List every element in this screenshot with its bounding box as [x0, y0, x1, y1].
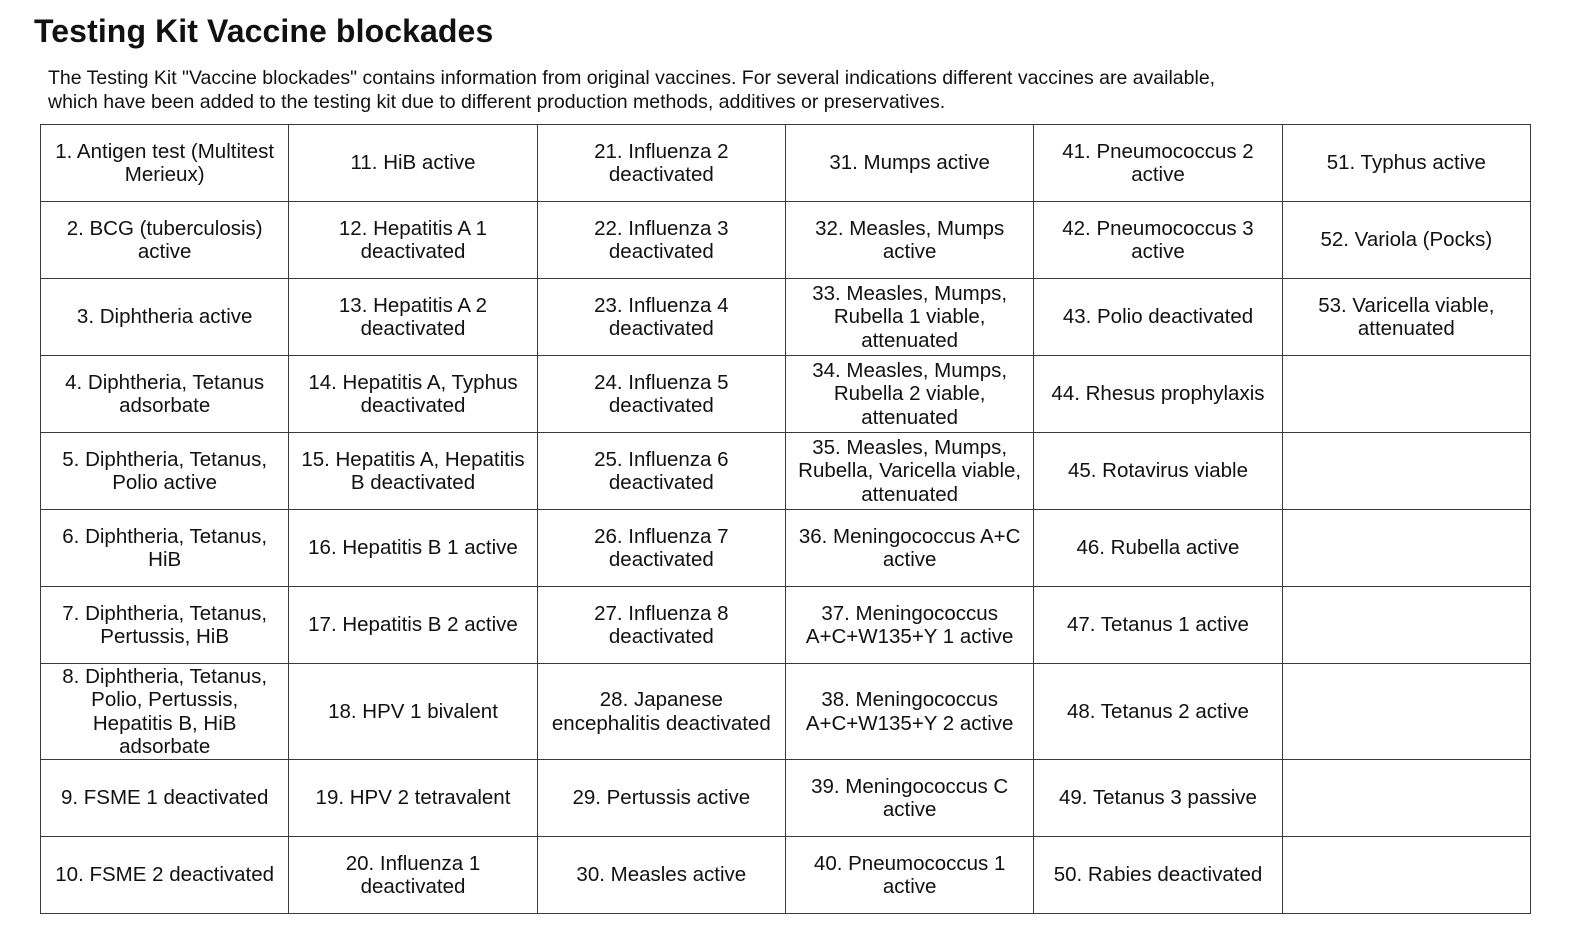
- table-cell: 34. Measles, Mumps, Rubella 2 viable, attenuated: [785, 356, 1033, 433]
- page-title: Testing Kit Vaccine blockades: [34, 13, 494, 49]
- table-cell: 32. Measles, Mumps active: [785, 202, 1033, 279]
- table-cell: 22. Influenza 3 deactivated: [537, 202, 785, 279]
- table-cell: 20. Influenza 1 deactivated: [289, 837, 537, 914]
- table-cell: 11. HiB active: [289, 125, 537, 202]
- table-row: [41, 202, 1531, 279]
- table-cell: 12. Hepatitis A 1 deactivated: [289, 202, 537, 279]
- table-row: [41, 760, 1531, 837]
- vaccine-table: [40, 124, 1531, 914]
- table-cell: 42. Pneumococcus 3 active: [1034, 202, 1282, 279]
- table-cell: 19. HPV 2 tetravalent: [289, 760, 537, 837]
- table-cell: 17. Hepatitis B 2 active: [289, 587, 537, 664]
- table-cell: 48. Tetanus 2 active: [1034, 664, 1282, 760]
- table-cell: 23. Influenza 4 deactivated: [537, 279, 785, 356]
- table-cell: 16. Hepatitis B 1 active: [289, 510, 537, 587]
- table-cell: 27. Influenza 8 deactivated: [537, 587, 785, 664]
- table-cell: 10. FSME 2 deactivated: [41, 837, 289, 914]
- table-cell: 9. FSME 1 deactivated: [41, 760, 289, 837]
- table-row: [41, 510, 1531, 587]
- table-cell: 4. Diphtheria, Tetanus adsorbate: [41, 356, 289, 433]
- table-cell: 47. Tetanus 1 active: [1034, 587, 1282, 664]
- table-cell: 30. Measles active: [537, 837, 785, 914]
- table-cell: 33. Measles, Mumps, Rubella 1 viable, attenuated: [785, 279, 1033, 356]
- table-row: [41, 837, 1531, 914]
- table-cell: 31. Mumps active: [785, 125, 1033, 202]
- table-cell-empty: [1282, 837, 1530, 914]
- table-cell-empty: [1282, 664, 1530, 760]
- table-row: [41, 356, 1531, 433]
- table-cell: 15. Hepatitis A, Hepatitis B deactivated: [289, 433, 537, 510]
- table-cell: 28. Japanese encephalitis deactivated: [537, 664, 785, 760]
- table-cell: 43. Polio deactivated: [1034, 279, 1282, 356]
- table-cell: 1. Antigen test (Multitest Merieux): [41, 125, 289, 202]
- intro-line: The Testing Kit "Vaccine blockades" contains information from original vaccines. For several indications different vaccines are available,: [48, 67, 1216, 89]
- table-cell: 2. BCG (tuberculosis) active: [41, 202, 289, 279]
- table-cell: 40. Pneumococcus 1 active: [785, 837, 1033, 914]
- table-cell: 46. Rubella active: [1034, 510, 1282, 587]
- table-cell: 44. Rhesus prophylaxis: [1034, 356, 1282, 433]
- table-cell: 53. Varicella viable, attenuated: [1282, 279, 1530, 356]
- table-cell: 36. Meningococcus A+C active: [785, 510, 1033, 587]
- table-cell-empty: [1282, 510, 1530, 587]
- table-row: [41, 664, 1531, 760]
- intro-paragraph: [48, 66, 1528, 114]
- table-cell: 52. Variola (Pocks): [1282, 202, 1530, 279]
- table-row: [41, 279, 1531, 356]
- table-cell-empty: [1282, 760, 1530, 837]
- table-cell: 41. Pneumococcus 2 active: [1034, 125, 1282, 202]
- table-cell: 6. Diphtheria, Tetanus, HiB: [41, 510, 289, 587]
- table-cell: 26. Influenza 7 deactivated: [537, 510, 785, 587]
- table-cell: 7. Diphtheria, Tetanus, Pertussis, HiB: [41, 587, 289, 664]
- table-cell: 24. Influenza 5 deactivated: [537, 356, 785, 433]
- table-cell: 35. Measles, Mumps, Rubella, Varicella viable, attenuated: [785, 433, 1033, 510]
- table-cell: 21. Influenza 2 deactivated: [537, 125, 785, 202]
- table-cell-empty: [1282, 433, 1530, 510]
- table-row: [41, 433, 1531, 510]
- table-cell: 38. Meningococcus A+C+W135+Y 2 active: [785, 664, 1033, 760]
- table-cell: 45. Rotavirus viable: [1034, 433, 1282, 510]
- table-cell: 5. Diphtheria, Tetanus, Polio active: [41, 433, 289, 510]
- table-cell: 29. Pertussis active: [537, 760, 785, 837]
- table-cell: 39. Meningococcus C active: [785, 760, 1033, 837]
- intro-line: which have been added to the testing kit due to different production methods, additives or preservatives.: [48, 91, 946, 113]
- table-cell: 8. Diphtheria, Tetanus, Polio, Pertussis, Hepatitis B, HiB adsorbate: [41, 664, 289, 760]
- vaccine-table-body: [41, 125, 1531, 914]
- table-cell: 13. Hepatitis A 2 deactivated: [289, 279, 537, 356]
- table-cell: 49. Tetanus 3 passive: [1034, 760, 1282, 837]
- table-cell: 3. Diphtheria active: [41, 279, 289, 356]
- table-cell-empty: [1282, 587, 1530, 664]
- table-row: [41, 125, 1531, 202]
- table-row: [41, 587, 1531, 664]
- table-cell: 50. Rabies deactivated: [1034, 837, 1282, 914]
- table-cell: 37. Meningococcus A+C+W135+Y 1 active: [785, 587, 1033, 664]
- table-cell: 51. Typhus active: [1282, 125, 1530, 202]
- table-cell: 18. HPV 1 bivalent: [289, 664, 537, 760]
- table-cell: 14. Hepatitis A, Typhus deactivated: [289, 356, 537, 433]
- table-cell-empty: [1282, 356, 1530, 433]
- table-cell: 25. Influenza 6 deactivated: [537, 433, 785, 510]
